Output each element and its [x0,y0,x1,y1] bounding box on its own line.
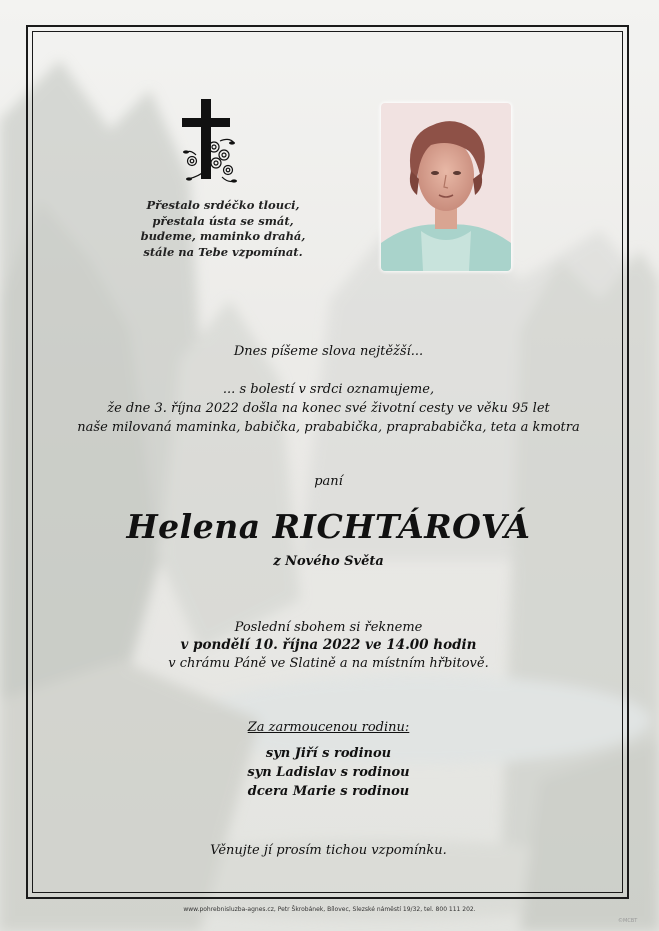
closing-line: Věnujte jí prosím tichou vzpomínku. [210,843,447,858]
deceased-name [36,507,621,547]
verse-line: stále na Tebe vzpomínat. [143,244,303,259]
salutation: paní [314,474,343,489]
first-name: Helena [126,507,261,546]
verse-line: přestala ústa se smát, [152,213,294,228]
family-member: syn Ladislav s rodinou [247,765,410,780]
family-member: syn Jiří s rodinou [265,746,392,761]
portrait-photo [381,103,511,271]
origin: z Nového Světa [273,554,384,569]
funeral-date: v pondělí 10. října 2022 ve 14.00 hodin [180,637,477,653]
verse-line: Přestalo srdéčko tlouci, [146,198,300,212]
farewell-line: Poslední sbohem si řekneme [234,620,423,635]
verse-line: budeme, maminko drahá, [140,229,306,243]
announcement-line: ... s bolestí v srdci oznamujeme, [222,382,435,397]
funeral-place: v chrámu Páně ve Slatině a na místním hřbitově. [168,656,489,671]
family-heading: Za zarmoucenou rodinu: [247,720,410,735]
footer-contact: www.pohrebnisluzba-agnes.cz, Petr Škrobánek, Bílovec, Slezské náměstí 19/32, tel. 800 111 202. [183,906,476,913]
memorial-verse [128,198,318,260]
announcement-line: naše milovaná maminka, babička, prababička, praprababička, teta a kmotra [77,420,580,435]
cross-with-roses-icon [178,97,240,189]
family-member: dcera Marie s rodinou [247,784,410,799]
watermark: ©MCBT [618,918,638,924]
last-name: RICHTÁROVÁ [272,507,531,546]
announcement-line: že dne 3. října 2022 došla na konec své životní cesty ve věku 95 let [107,401,550,416]
intro-line: Dnes píšeme slova nejtěžší... [233,344,424,359]
